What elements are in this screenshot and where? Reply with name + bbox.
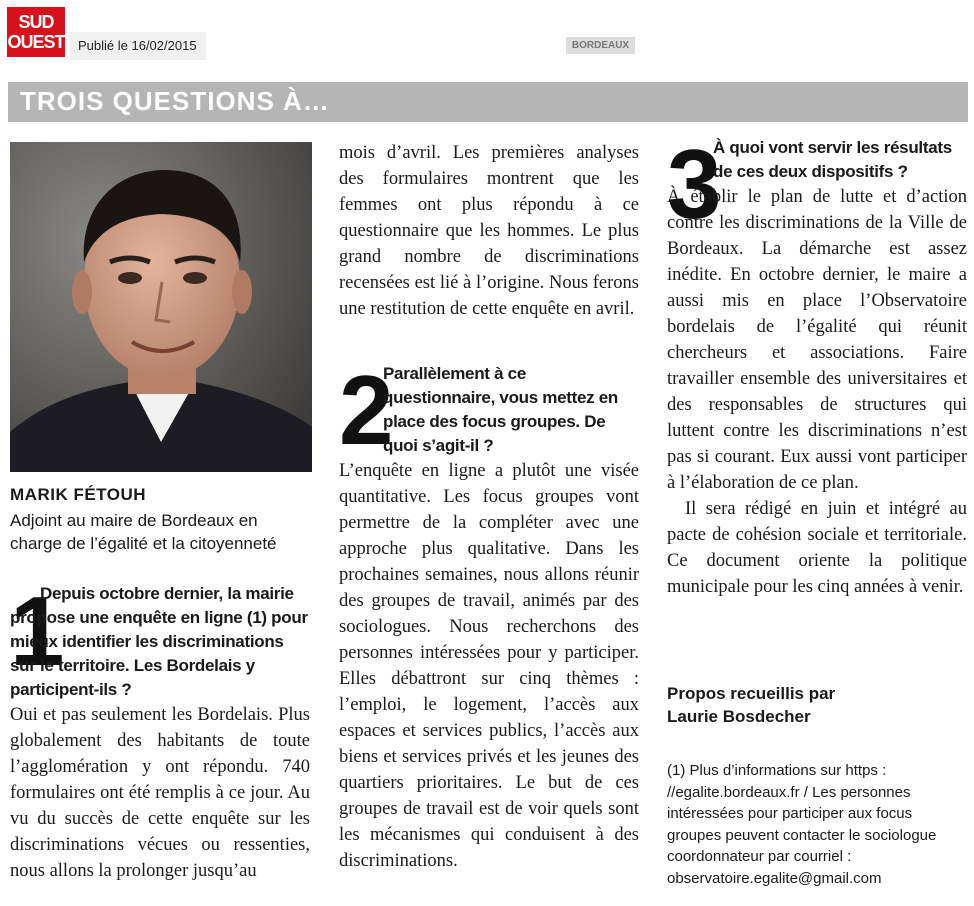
sud-ouest-logo [7,7,65,57]
logo-line-1: SUD [18,12,54,32]
footnote: (1) Plus d’informations sur https : //egalite.bordeaux.fr / Les personnes intéressées pour participer aux focus groupes peuvent contacter le sociologue coordonnateur par courriel : observatoire.egalite@gmail.com [667,762,937,887]
answer-3-paragraph-2: Il sera rédigé en juin et intégré au pacte de cohésion sociale et territoriale. Ce document oriente la politique municipale pour les cinq années à venir. [667,499,967,597]
question-1-block [10,576,310,884]
question-1-text: Depuis octobre dernier, la mairie propose une enquête en ligne (1) pour mieux identifier les discriminations sur le territoire. Les Bordelais y participent-ils ? [10,584,308,699]
headline: TROIS QUESTIONS À… [20,86,330,116]
question-3-number: 3 [667,129,722,239]
answer-1-part-1: Oui et pas seulement les Bordelais. Plus globalement des habitants de toute l’agglomération y ont répondu. 740 formulaires ont été remplis à ce jour. Au vu du succès de cette enquête sur les discriminations vécues ou ressenties, nous allons la prolonger jusqu’au [10,705,310,881]
question-1-number: 1 [10,576,65,686]
question-2-number: 2 [339,355,394,465]
answer-2: L’enquête en ligne a plutôt une visée quantitative. Les focus groupes vont permettre de la compléter avec une approche plus qualitative. Dans les prochaines semaines, nous allons réunir des groupes de travail, animés par des sociologues. Nous recherchons des personnes intéressées pour y participer. Elles débattront sur cinq thèmes : l’emploi, le logement, l’accès aux espaces et services publics, l’accès aux biens et services privés et les jeunes des quartiers prioritaires. Le but de ces groupes de travail est de voir quels sont les mécanismes qui conduisent à des discriminations. [339,461,639,871]
headline-banner [8,82,968,122]
question-2-text: Parallèlement à ce questionnaire, vous mettez en place des focus groupes. De quoi s’agit-il ? [383,364,619,455]
section-badge: BORDEAUX [566,37,635,54]
credit-author: Laurie Bosdecher [667,707,811,726]
answer-1-continued: mois d’avril. Les premières analyses des formulaires montrent que les femmes ont plus répondu à ce questionnaire que les hommes. Le plus grand nombre de discriminations recensées est lié à l’origine. Nous ferons une restitution de cette enquête en avril. [339,143,639,319]
logo-line-2: OUEST [7,32,65,52]
question-3-block [667,129,967,600]
publication-date: Publié le 16/02/2015 [70,32,206,60]
question-2-block [339,355,639,874]
answer-3-paragraph-1: À établir le plan de lutte et d’action contre les discriminations de la Ville de Bordeaux. La démarche est assez inédite. En octobre dernier, le maire a aussi mis en place l’Observatoire bordelais de l’égalité qui réunit chercheurs et associations. Faire travailler ensemble des universitaires et des responsables de structures qui luttent contre les discriminations n’est pas si courant. Eux aussi vont participer à l’élaboration de ce plan. [667,187,967,493]
portrait-photo [10,142,312,472]
interview-credit [667,682,835,728]
portrait-illustration [10,142,312,472]
credit-line-1: Propos recueillis par [667,684,836,703]
interviewee-name: MARIK FÉTOUH [10,485,147,504]
interviewee-role: Adjoint au maire de Bordeaux en charge de l’égalité et la citoyenneté [10,511,277,553]
question-3-text: À quoi vont servir les résultats de ces deux dispositifs ? [713,138,952,181]
